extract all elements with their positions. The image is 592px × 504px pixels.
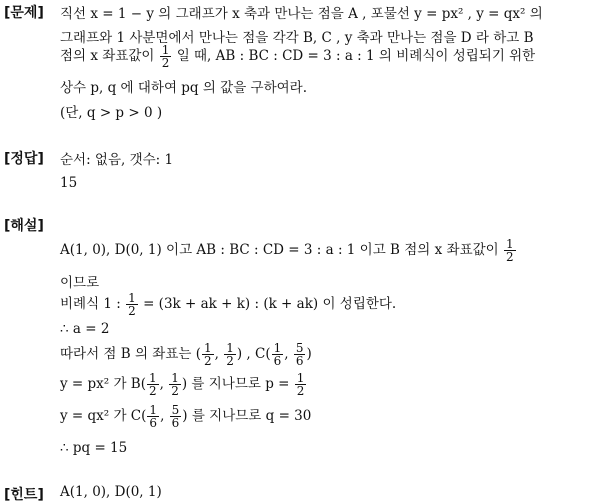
explanation-line-5-c: ) [306,346,312,362]
hint-line-1: A(1, 0), D(0, 1) [60,484,162,500]
explanation-line-3-b: = (3k + ak + k) : (k + ak) 이 성립한다. [143,296,397,312]
fraction-denominator: 2 [506,250,514,264]
fraction [295,372,307,397]
fraction-denominator: 6 [273,354,282,368]
answer-label: [정답] [4,151,44,167]
fraction-denominator: 6 [149,416,158,430]
fraction-denominator: 2 [296,384,305,398]
fraction [202,342,214,367]
fraction-numerator: 5 [171,403,180,417]
fraction [272,342,284,367]
fraction [126,292,138,317]
fraction [504,238,516,263]
explanation-line-4: ∴ a = 2 [60,321,110,337]
problem-line-2: 그래프와 1 사분면에서 만나는 점을 각각 B, C , y 축과 만나는 점을 D 라 하고 B [60,30,534,46]
fraction-denominator: 2 [161,56,170,70]
fraction [147,404,159,429]
fraction-denominator: 2 [149,384,157,398]
fraction-numerator: 1 [506,237,514,251]
fraction-numerator: 1 [203,341,212,355]
problem-line-1: 직선 x = 1 − y 의 그래프가 x 축과 만나는 점을 A , 포물선 y = px² , y = qx² 의 [60,6,543,22]
fraction-denominator: 6 [171,416,180,430]
fraction-numerator: 1 [296,371,305,385]
fraction-numerator: 1 [226,341,234,355]
fraction-denominator: 6 [295,354,304,368]
explanation-label: [해설] [4,218,44,234]
problem-line-3-b: 일 때, AB : BC : CD = 3 : a : 1 의 비례식이 성립되기 위한 [176,48,536,64]
problem-line-3 [60,44,535,69]
explanation-line-5-b: ) , C( [236,346,271,362]
explanation-line-1 [60,238,517,263]
fraction [169,372,181,397]
fraction-denominator: 2 [226,354,234,368]
fraction [170,404,182,429]
answer-line-2: 15 [60,175,78,191]
explanation-line-6-b: ) 를 지나므로 p = [181,376,290,392]
explanation-line-3-a: 비례식 1 : [60,296,121,312]
hint-label: [힌트] [4,487,44,503]
explanation-line-2: 이므로 [60,275,100,291]
fraction [224,342,236,367]
explanation-line-1-a: A(1, 0), D(0, 1) 이고 AB : BC : CD = 3 : a : 1 이고 B 점의 x 좌표값이 [60,242,499,258]
fraction-numerator: 1 [171,371,179,385]
explanation-line-7-a: y = qx² 가 C( [60,408,147,424]
explanation-line-5-a: 따라서 점 B 의 좌표는 ( [60,346,201,362]
explanation-line-7: y = qx² 가 C( $\frac{1}{6}$ , $\frac{5}{6}$ ) 를 지나므로 q = 30 [60,403,312,430]
problem-line-5: (단, q > p > 0 ) [60,105,163,121]
fraction-numerator: 1 [273,341,282,355]
fraction [160,44,172,69]
fraction-denominator: 2 [128,304,136,318]
fraction-numerator: 1 [161,43,170,57]
fraction-numerator: 5 [295,341,304,355]
fraction-numerator: 1 [149,371,157,385]
explanation-line-8: ∴ pq = 15 [60,440,128,456]
fraction-numerator: 1 [149,403,158,417]
explanation-line-3 [60,292,396,317]
problem-line-4: 상수 p, q 에 대하여 pq 의 값을 구하여라. [60,80,308,96]
fraction [294,342,306,367]
fraction [147,372,159,397]
problem-line-3-a: 점의 x 좌표값이 [60,48,155,64]
explanation-line-6-a: y = px² 가 B( [60,376,146,392]
fraction-denominator: 2 [203,354,212,368]
answer-line-1: 순서: 없음, 갯수: 1 [60,152,174,168]
explanation-line-7-b: ) 를 지나므로 q = 30 [182,408,312,424]
fraction-numerator: 1 [128,291,136,305]
problem-label: [문제] [4,5,44,21]
explanation-line-6: y = px² 가 B( $\frac{1}{2}$ , $\frac{1}{2}$ ) 를 지나므로 p = $\frac{1}{2}$ [60,371,305,398]
fraction-denominator: 2 [171,384,179,398]
explanation-line-5: 따라서 점 B 의 좌표는 ( $\frac{1}{2}$ , $\frac{1}{2}$ ) , C( $\frac{1}{6}$ , $\frac{5}{6}$ ) [60,341,312,368]
